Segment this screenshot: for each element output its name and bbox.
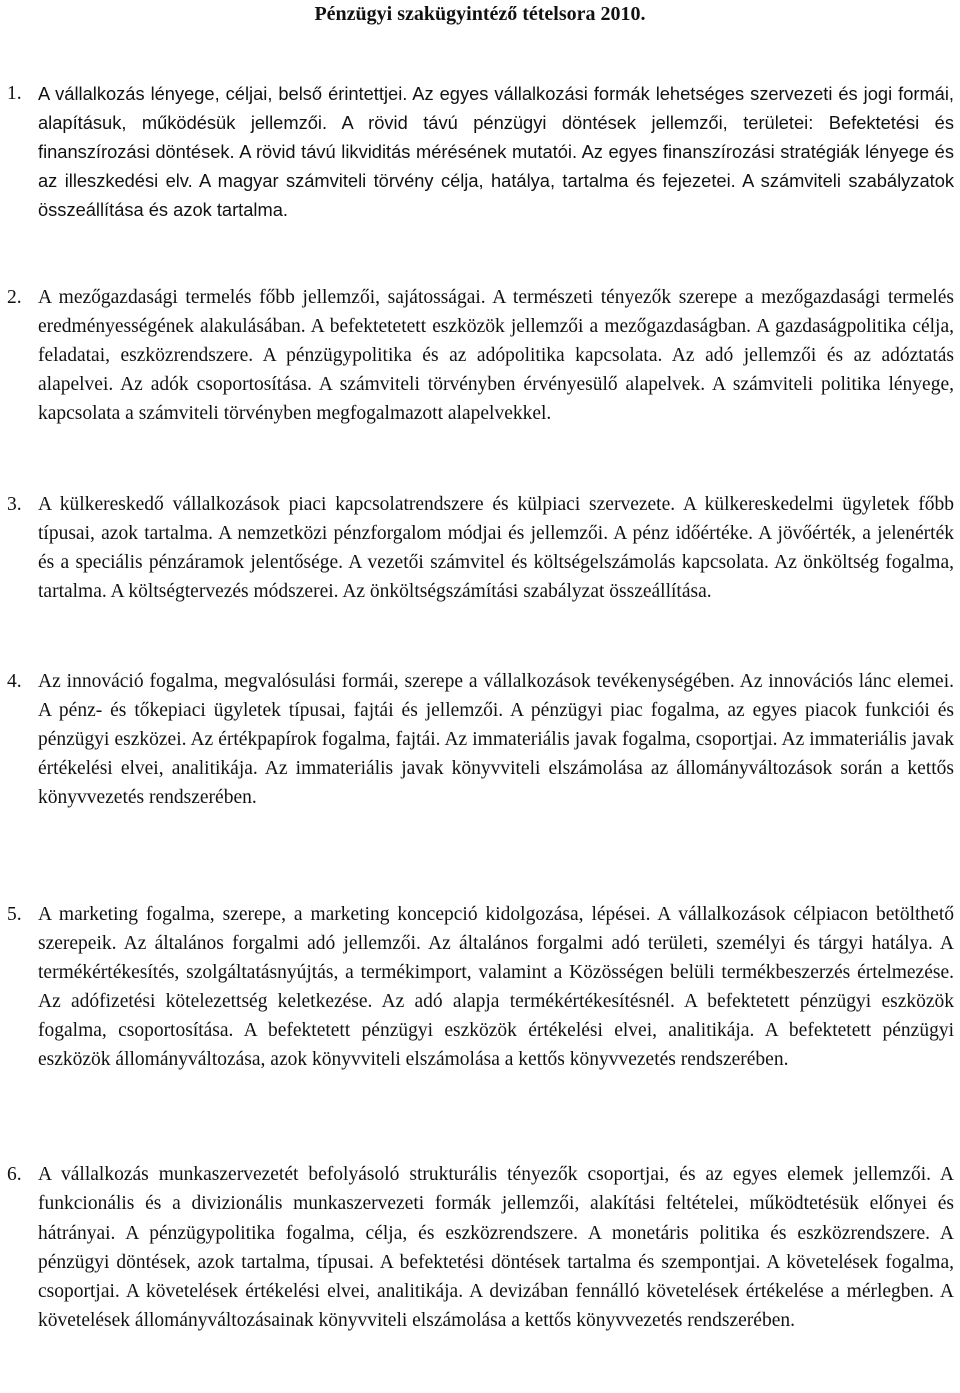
item-text: A mezőgazdasági termelés főbb jellemzői, sajátosságai. A természeti tényezők szerepe a mezőgazdasági termelés eredményességének alakulásában. A befektetetett eszközök jellemzői a mezőgazdaságban. A gazdaságpolitika célja, feladatai, eszközrendszere. A pénzügypolitika és az adópolitika kapcsolata. Az adó jellemzői és az adóztatás alapelvei. Az adók csoportosítása. A számviteli törvényben érvényesülő alapelvek. A számviteli politika lényege, kapcsolata a számviteli törvényben megfogalmazott alapelvekkel. bbox=[38, 287, 954, 424]
item-text: A vállalkozás lényege, céljai, belső érintettjei. Az egyes vállalkozási formák lehetséges szervezeti és jogi formái, alapításuk, működésük jellemzői. A rövid távú pénzügyi döntések jellemzői, területei: Befektetési és finanszírozási döntések. A rövid távú likviditás mérésének mutatói. Az egyes finanszírozási stratégiák lényege és az illeszkedési elv. A magyar számviteli törvény célja, hatálya, tartalma és fejezetei. A számviteli szabályzatok összeállítása és azok tartalma. bbox=[38, 83, 954, 220]
item-text: A külkereskedő vállalkozások piaci kapcsolatrendszere és külpiaci szervezete. A külkereskedelmi ügyletek főbb típusai, azok tartalma. A nemzetközi pénzforgalom módjai és jellemzői. A pénz időértéke. A jövőérték, a jelenérték és a speciális pénzáramok jelentősége. A vezetői számvitel és költségelszámolás kapcsolata. Az önköltség fogalma, tartalma. A költségtervezés módszerei. Az önköltségszámítási szabályzat összeállítása. bbox=[38, 494, 954, 602]
item-text: A marketing fogalma, szerepe, a marketing koncepció kidolgozása, lépései. A vállalkozások célpiacon betölthető szerepeik. Az általános forgalmi adó jellemzői. Az általános forgalmi adó területi, személyi és tárgyi hatálya. A termékértékesítés, szolgáltatásnyújtás, a termékimport, valamint a Közösségen belüli termékbeszerzés értelmezése. Az adófizetési kötelezettség keletkezése. Az adó alapja termékértékesítésnél. A befektetett pénzügyi eszközök fogalma, csoportosítása. A befektetett pénzügyi eszközök értékelési elvei, analitikája. A befektetett pénzügyi eszközök állományváltozása, azok könyvviteli elszámolása a kettős könyvvezetés rendszerében. bbox=[38, 904, 954, 1070]
item-number: 1. bbox=[7, 83, 22, 104]
item-number: 5. bbox=[7, 904, 22, 925]
item-text: A vállalkozás munkaszervezetét befolyásoló strukturális tényezők csoportjai, és az egyes elemek jellemzői. A funkcionális és a divizionális munkaszervezeti formák jellemzői, alakítási feltételei, működtetésük előnyei és hátrányai. A pénzügypolitika fogalma, célja, és eszközrendszere. A monetáris politika és eszközrendszere. A pénzügyi döntések, azok tartalma, típusai. A befektetési döntések tartalma és szempontjai. A követelések fogalma, csoportjai. A követelések értékelési elvei, analitikája. A devizában fennálló követelések értékelése a mérlegben. A követelések állományváltozásainak könyvviteli elszámolása a kettős könyvvezetés rendszerében. bbox=[38, 1164, 954, 1332]
item-number: 6. bbox=[7, 1164, 22, 1185]
item-number: 3. bbox=[7, 494, 22, 515]
item-number: 2. bbox=[7, 287, 22, 308]
item-text: Az innováció fogalma, megvalósulási formái, szerepe a vállalkozások tevékenységében. Az innovációs lánc elemei. A pénz- és tőkepiaci ügyletek típusai, fajtái és jellemzői. A pénzügyi piac fogalma, az egyes piacok funkciói és pénzügyi eszközei. Az értékpapírok fogalma, fajtái. Az immateriális javak fogalma, csoportjai. Az immateriális javak értékelési elvei, analitikája. Az immateriális javak könyvviteli elszámolása az állományváltozások során a kettős könyvvezetés rendszerében. bbox=[38, 671, 954, 808]
page-title: Pénzügyi szakügyintéző tételsora 2010. bbox=[314, 3, 646, 25]
item-number: 4. bbox=[7, 671, 22, 692]
